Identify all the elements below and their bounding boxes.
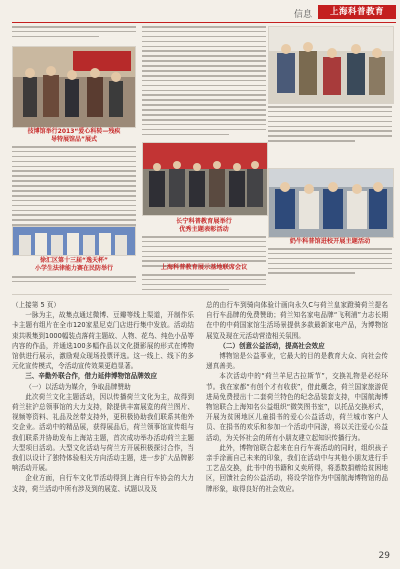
section-label: 信息 <box>294 10 313 20</box>
text-block <box>268 106 392 145</box>
text-block <box>12 276 136 286</box>
article-paragraph: 此次荷兰文化主题活动，因以传播荷兰文化为主，故得到荷兰驻沪总领事馆的大力支持，除提供丰富展览的荷兰图片、视频等资料、礼品及丝带支持外，更积极协助我们联系其他外交企业。活动中的精品展，获得展品后，荷兰领事馆宣传组与我们联系并协助发布上海站主题，首次成功举办活动荷兰主题大型项目活动。大型文化活动与荷兰方开展积极探讨合作，当我们以设计了独特体验相关方向活动主题，进一步扩大品牌影响活动开展。 <box>12 392 194 473</box>
text-block <box>142 26 266 138</box>
article-paragraph: 此外，博物馆联合起来在自行车赛活动的同时，组织孩子亲手涂画自己未来的印象，我们在活动中与其他小朋友进行手工艺品交换，此书中的书籍和义卖所得，将悉数捐赠给贫困地区，回馈社会的公益活动，将设学馆作为中国航海博物馆的品牌形象，取得良好的社会效应。 <box>206 443 388 493</box>
article-column-left <box>12 300 194 494</box>
photo-science-exhibition-image <box>143 143 267 215</box>
page-number: 29 <box>378 551 390 561</box>
article-paragraph: （一）以活动为媒介，争取品牌赞助 <box>25 382 131 391</box>
article-column-right <box>206 300 388 494</box>
photo-volunteer-event <box>12 46 136 128</box>
article-paragraph: 博物馆是公益事业，它最大的目的是教育大众、向社会传递真善美。 <box>206 352 388 371</box>
article-paragraph: 企业方面，自行车文化节活动得到上海自行车协会的大力支持，荷兰活动中所有涉及到的展览、试题以及及 <box>12 474 194 493</box>
caption-science-exhibition: 长宁科普教育展举行 优秀主题表彰活动 <box>176 218 232 233</box>
photo-classroom-activity <box>268 26 394 104</box>
caption-school-activity: 奶牛科普馆进校开展主题活动 <box>289 238 371 245</box>
photo-volunteer-event-image <box>13 47 135 127</box>
article-paragraph: 一脉为主，故集点通过微博、豆瓣等线上渠道，开制作乐卡主题有组片在全市120家星尼克门店进行集中发放。活动结束共吸集到1000幅装点落荷主题故、人物、花鸟、纯色小品等内容的作品，并通选100多幅作品以文化摄影展的形式在博物馆供进行展示，激励观众现场投票评选。这一线上、线下的多元化宣传模式，令活动宣传效果更趋显著。 <box>12 311 194 371</box>
article-heading: 三、辛勤外联合作，借力延伸博物馆品牌效应 <box>25 372 158 381</box>
text-block <box>142 274 266 294</box>
article-paragraph: 总的由行车到骑向体验计画向永久C与荷兰皇家蹬骑荷兰提名自行车品牌的免费赞助；荷兰知名家电品牌“飞利浦”力志长期在中的中荷国家馆生活场景提供多款最新家电产品，为博物馆展览及现在元活动营造相关氛围。 <box>206 301 388 340</box>
magazine-title: 上海科普教育 <box>318 5 396 19</box>
photo-school-activity <box>268 168 394 238</box>
section-divider <box>12 294 392 295</box>
header-rule <box>12 22 396 23</box>
text-block <box>268 248 392 277</box>
article-paragraph: （上接第 5 页） <box>12 301 60 309</box>
photo-xuhui-event <box>12 226 136 256</box>
text-block <box>12 26 136 41</box>
article-paragraph: 本次活动中的“荷兰羊尼古拉斯节”，交换礼物是必经环节。我在家都“有创个才有收获”，借此概念，荷兰国家旅游促进局免费授出十二套荷兰特色的纪念品装套支持，中国航海博物馆联合上海知名公益组织“微笑图书室”，以托品交换形式，开展为贫困地区儿童捐书的爱心公益活动，荷兰城市客户人员、在捐书的欢乐和参加一个活动中同游，将以关注爱心公益活动，为关怀社会的所有小朋友建立起知识传播行为。 <box>206 372 388 442</box>
photo-school-activity-image <box>269 169 393 237</box>
photo-science-exhibition <box>142 142 268 216</box>
article-body <box>12 300 388 550</box>
article-heading: （二）创意公益活动，提高社会效应 <box>219 341 325 350</box>
caption-volunteer-event: 技博馆举行2013“爱心科转—残疾 导特展馆品”展式 <box>27 128 121 143</box>
photo-classroom-activity-image <box>269 27 393 103</box>
photo-xuhui-event-image <box>13 227 135 255</box>
caption-shanghai-coop: 上海科普教育展示基地联席会议 <box>160 264 248 271</box>
caption-xuhui-event: 徐汇区第十三届“逸天杯” 小学生法律能力赛在民防举行 <box>34 257 113 272</box>
